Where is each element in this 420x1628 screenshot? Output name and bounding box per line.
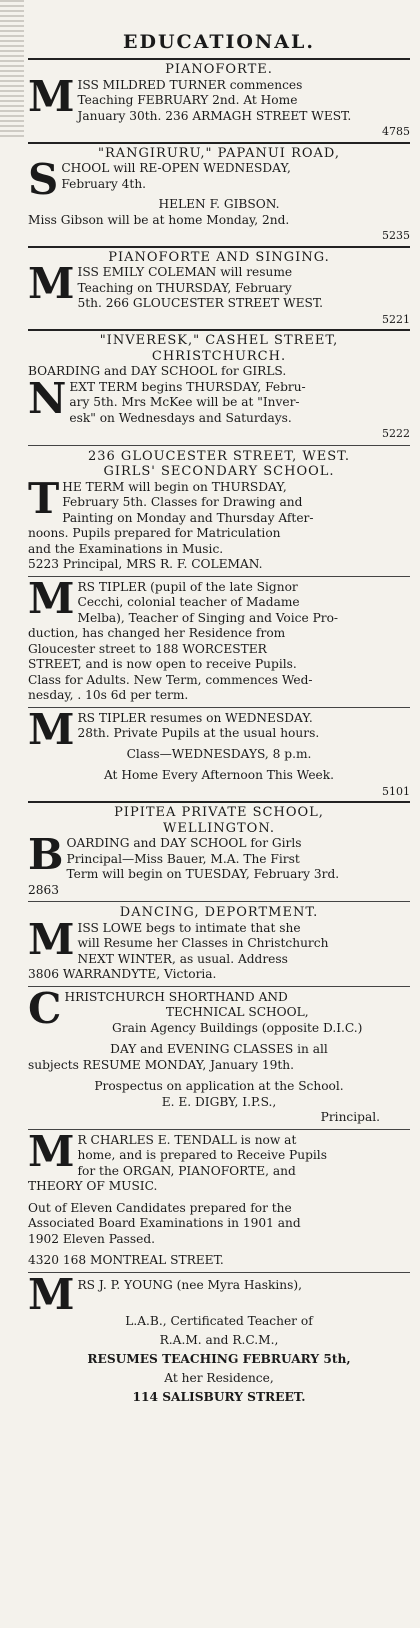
ad-line: Associated Board Examinations in 1901 and	[28, 1216, 301, 1230]
ad-line: RS J. P. YOUNG (nee Myra Haskins),	[77, 1277, 303, 1292]
ad-line: will Resume her Classes in Christchurch	[77, 936, 329, 950]
ad-number: 5235	[382, 229, 410, 242]
ad-line: Melba), Teacher of Singing and Voice Pro-	[77, 610, 339, 625]
ad-line: subjects RESUME MONDAY, January 19th.	[28, 1057, 294, 1072]
ad-line: for the ORGAN, PIANOFORTE, and	[77, 1163, 296, 1178]
ad-inveresk-school	[28, 333, 410, 442]
ad-line: Grain Agency Buildings (opposite D.I.C.)	[112, 1020, 363, 1035]
ad-line: Prospectus on application at the School.	[94, 1079, 344, 1093]
ad-line: EXT TERM begins THURSDAY, Febru-	[69, 379, 306, 394]
ad-line: nesday, . 10s 6d per term.	[28, 688, 189, 702]
drop-cap: M	[28, 573, 75, 623]
ad-heading: "INVERESK," CASHEL STREET,	[99, 333, 339, 348]
ad-line: 2863	[28, 882, 60, 897]
ad-center-line: RESUMES TEACHING FEBRUARY 5th,	[87, 1351, 351, 1366]
ad-center-line: 114 SALISBURY STREET.	[132, 1389, 306, 1404]
ad-tipler-residence	[28, 573, 410, 704]
ad-tipler-resumes	[28, 704, 410, 800]
ad-line: ISS LOWE begs to intimate that she	[77, 920, 301, 935]
ad-girls-secondary-school	[28, 449, 410, 573]
ad-center-line: R.A.M. and R.C.M.,	[159, 1332, 279, 1347]
section-title: EDUCATIONAL.	[122, 31, 315, 53]
ad-line: DAY and EVENING CLASSES in all	[110, 1042, 328, 1056]
ad-line: Out of Eleven Candidates prepared for the	[28, 1200, 292, 1215]
ad-heading: DANCING, DEPORTMENT.	[119, 905, 319, 920]
ad-line: TECHNICAL SCHOOL,	[165, 1005, 309, 1019]
ad-footer: 4320 168 MONTREAL STREET.	[28, 1253, 224, 1267]
ad-subheading: GIRLS' SECONDARY SCHOOL.	[103, 464, 335, 479]
ad-line: esk" on Wednesdays and Saturdays.	[69, 410, 292, 425]
ad-line: RS TIPLER (pupil of the late Signor	[77, 579, 298, 594]
ad-heading: "RANGIRURU," PAPANUI ROAD,	[98, 145, 340, 161]
ad-line: Teaching FEBRUARY 2nd. At Home	[77, 93, 298, 107]
ad-line: duction, has changed her Residence from	[28, 626, 286, 640]
ad-line: and the Examinations in Music.	[28, 541, 224, 556]
ad-line: Term will begin on TUESDAY, February 3rd.	[66, 867, 340, 881]
ad-number: 5221	[382, 312, 410, 326]
ad-line: HE TERM will begin on THURSDAY,	[62, 479, 287, 494]
drop-cap: M	[28, 914, 75, 964]
drop-cap: S	[28, 155, 59, 204]
ad-young-teacher	[28, 1269, 410, 1407]
drop-cap: M	[28, 259, 75, 308]
ad-line: Teaching on THURSDAY, February	[77, 280, 292, 295]
drop-cap: M	[28, 704, 75, 754]
drop-cap: T	[28, 473, 60, 523]
divider	[28, 445, 410, 446]
ad-line: 3806 WARRANDYTE, Victoria.	[28, 967, 217, 981]
ad-dancing-lowe	[28, 905, 410, 983]
divider	[28, 707, 410, 708]
ad-signature: E. E. DIGBY, I.P.S.,	[161, 1094, 277, 1109]
divider	[28, 1272, 410, 1273]
drop-cap: N	[28, 373, 67, 423]
ad-note: Miss Gibson will be at home Monday, 2nd.	[28, 212, 290, 227]
ad-number: 5101	[382, 784, 410, 798]
divider	[28, 142, 410, 144]
ad-line: STREET, and is now open to receive Pupils.	[28, 657, 297, 671]
ad-line: noons. Pupils prepared for Matriculation	[28, 526, 281, 540]
ad-shorthand-school	[28, 983, 410, 1126]
ad-line: 1902 Eleven Passed.	[28, 1231, 156, 1246]
divider	[28, 576, 410, 577]
ad-line: ary 5th. Mrs McKee will be at "Inver-	[69, 395, 300, 409]
ad-line: February 5th. Classes for Drawing and	[62, 495, 303, 509]
divider	[28, 801, 410, 803]
drop-cap: B	[28, 830, 64, 879]
ad-number: 5222	[382, 427, 410, 440]
ad-pianoforte-turner	[28, 62, 410, 140]
divider	[28, 246, 410, 248]
ad-heading: PIPITEA PRIVATE SCHOOL,	[114, 805, 324, 820]
ad-line: Painting on Monday and Thursday After-	[62, 510, 314, 525]
divider	[28, 329, 410, 331]
ad-center-line: At her Residence,	[164, 1370, 274, 1385]
ad-heading: PIANOFORTE AND SINGING.	[108, 249, 330, 265]
ad-subheading: CHRISTCHURCH.	[151, 348, 287, 364]
ad-rangiruru-school	[28, 146, 410, 244]
ad-line: OARDING and DAY SCHOOL for Girls	[66, 836, 302, 850]
ad-line: home, and is prepared to Receive Pupils	[77, 1148, 327, 1162]
ad-line: R CHARLES E. TENDALL is now at	[77, 1132, 297, 1147]
ad-heading: PIANOFORTE.	[165, 62, 273, 77]
ad-tendall-organ	[28, 1126, 410, 1269]
ad-line: RS TIPLER resumes on WEDNESDAY.	[77, 710, 313, 725]
ad-coleman-singing	[28, 250, 410, 328]
ad-center-line: L.A.B., Certificated Teacher of	[125, 1313, 313, 1328]
ad-pipitea-school	[28, 805, 410, 898]
ad-center-line: Class—WEDNESDAYS, 8 p.m.	[126, 746, 312, 761]
drop-cap: M	[28, 1269, 75, 1319]
ad-signature: HELEN F. GIBSON.	[158, 197, 280, 211]
ad-line: February 4th.	[61, 176, 147, 191]
ad-line: BOARDING and DAY SCHOOL for GIRLS.	[28, 364, 287, 378]
ad-number: 4785	[382, 125, 410, 138]
divider	[28, 986, 410, 987]
ad-signature-title: Principal.	[320, 1110, 380, 1124]
ad-line: Cecchi, colonial teacher of Madame	[77, 595, 300, 609]
ad-line: Class for Adults. New Term, commences Wed-	[28, 672, 313, 687]
ad-subheading: WELLINGTON.	[162, 820, 276, 836]
ad-footer: 5223 Principal, MRS R. F. COLEMAN.	[28, 557, 263, 571]
ad-line: CHOOL will RE-OPEN WEDNESDAY,	[61, 161, 291, 175]
divider	[28, 58, 410, 60]
ad-line: ISS MILDRED TURNER commences	[77, 77, 303, 92]
ad-line: January 30th. 236 ARMAGH STREET WEST.	[77, 108, 352, 123]
ad-line: 28th. Private Pupils at the usual hours.	[77, 726, 320, 740]
ad-center-line: At Home Every Afternoon This Week.	[103, 768, 335, 782]
divider	[28, 1129, 410, 1130]
ad-line: NEXT WINTER, as usual. Address	[77, 951, 288, 966]
ad-line: ISS EMILY COLEMAN will resume	[77, 265, 293, 279]
drop-cap: M	[28, 71, 75, 121]
drop-cap: C	[28, 983, 62, 1033]
ad-line: THEORY OF MUSIC.	[28, 1179, 158, 1193]
ad-line: Principal—Miss Bauer, M.A. The First	[66, 851, 300, 866]
ad-line: Gloucester street to 188 WORCESTER	[28, 641, 267, 656]
ad-line: 5th. 266 GLOUCESTER STREET WEST.	[77, 296, 324, 310]
drop-cap: M	[28, 1126, 75, 1176]
ad-heading: 236 GLOUCESTER STREET, WEST.	[87, 448, 351, 464]
ad-line: HRISTCHURCH SHORTHAND AND	[64, 989, 288, 1004]
divider	[28, 901, 410, 902]
